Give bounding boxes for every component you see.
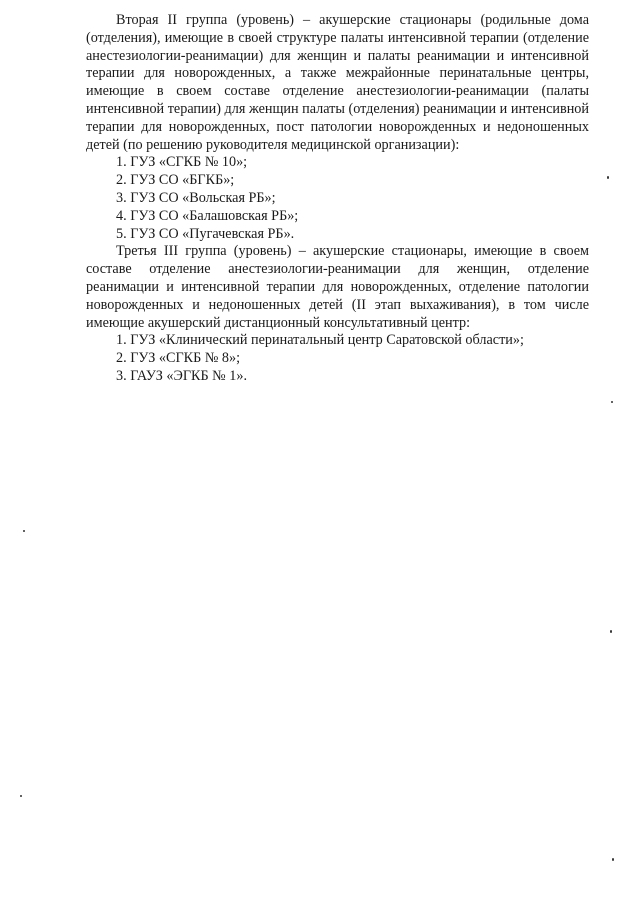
list-second-group — [86, 154, 589, 243]
list-item: 4. ГУЗ СО «Балашовская РБ»; — [116, 207, 299, 224]
scan-speck — [612, 858, 614, 861]
scan-speck — [20, 795, 22, 797]
document-body — [86, 12, 589, 386]
list-item: 2. ГУЗ «СГКБ № 8»; — [116, 350, 241, 367]
scan-speck — [23, 530, 25, 532]
list-item: 3. ГУЗ СО «Вольская РБ»; — [116, 189, 276, 206]
scan-speck — [611, 401, 613, 403]
list-item: 3. ГАУЗ «ЭГКБ № 1». — [116, 367, 247, 384]
list-item: 1. ГУЗ «Клинический перинатальный центр Саратовской области»; — [116, 332, 524, 349]
list-item: 1. ГУЗ «СГКБ № 10»; — [116, 154, 248, 171]
paragraph-third-group: Третья III группа (уровень) – акушерские стационары, имеющие в своем составе отделение анестезиологии-реанимации для женщин, отделение реанимации и интенсивной терапии для новорожденных, отделение патологии новорожденных и недоношенных детей (II этап выхаживания), в том числе имеющие акушерский дистанционный консультативный центр: — [86, 243, 589, 331]
scan-speck — [607, 176, 609, 179]
list-third-group — [86, 332, 589, 385]
list-item: 2. ГУЗ СО «БГКБ»; — [116, 172, 235, 189]
paragraph-second-group: Вторая II группа (уровень) – акушерские стационары (родильные дома (отделения), имеющие в своей структуре палаты интенсивной терапии (отделение анестезиологии-реанимации) для женщин и палаты реанимации и интенсивной терапии для новорожденных, а также межрайонные перинатальные центры, имеющие в своем составе отделение анестезиологии-реанимации (палаты интенсивной терапии) для женщин палаты (отделения) реанимации и интенсивной терапии для новорожденных, пост патологии новорожденных и недоношенных детей (по решению руководителя медицинской организации): — [86, 12, 589, 153]
scan-speck — [610, 630, 612, 633]
list-item: 5. ГУЗ СО «Пугачевская РБ». — [116, 225, 295, 242]
